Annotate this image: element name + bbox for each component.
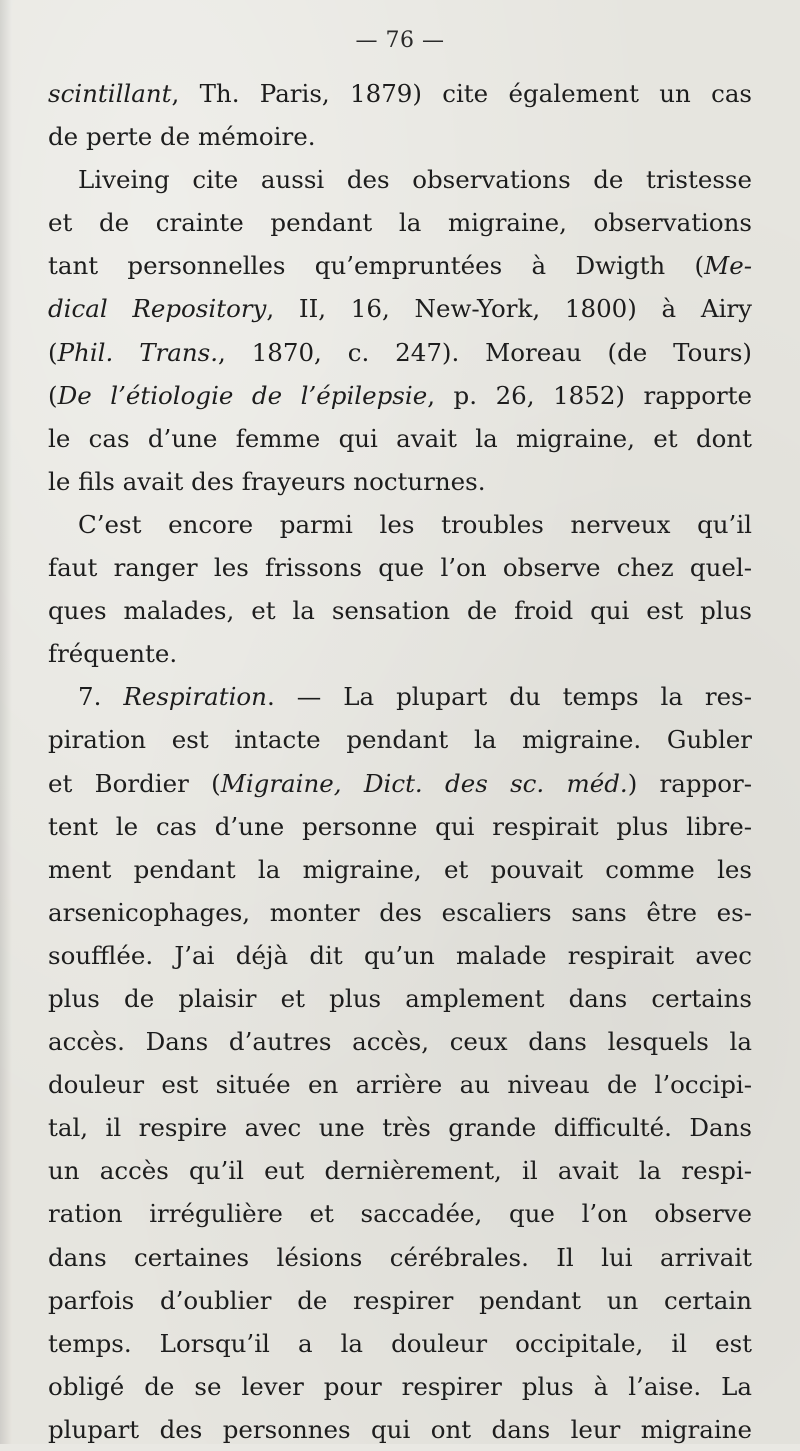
text-line <box>48 546 752 589</box>
text-line <box>48 848 752 891</box>
text-segment: , Th. Paris, 1879) cite également un cas <box>171 79 752 108</box>
text-segment: piration est intacte pendant la migraine. Gubler <box>48 725 752 755</box>
text-line <box>48 762 752 805</box>
text-segment: , 1870, c. 247). Moreau (de Tours) <box>218 337 752 367</box>
text-line <box>48 1192 752 1235</box>
text-segment: ( <box>48 380 58 410</box>
text-line <box>48 115 752 158</box>
text-segment: soufflée. J’ai déjà dit qu’un malade respirait avec <box>48 940 752 970</box>
text-segment: tent le cas d’une personne qui respirait plus libre- <box>48 811 752 841</box>
text-line <box>48 287 752 330</box>
text-segment: ration irrégulière et saccadée, que l’on observe <box>48 1199 752 1229</box>
text-line <box>48 1322 752 1365</box>
text-segment: et de crainte pendant la migraine, observations <box>48 208 752 238</box>
text-line <box>48 1365 752 1408</box>
text-line <box>48 675 752 718</box>
italic-text: Migraine, Dict. des sc. méd. <box>220 768 628 798</box>
text-line <box>48 1149 752 1192</box>
text-line <box>48 891 752 934</box>
text-line <box>48 244 752 287</box>
text-segment: un accès qu’il eut dernièrement, il avait la respi- <box>48 1156 752 1186</box>
text-line <box>48 632 752 675</box>
text-segment: ment pendant la migraine, et pouvait comme les <box>48 854 752 884</box>
text-segment: . — La plupart du temps la res- <box>266 682 752 712</box>
italic-text: scintillant <box>48 79 172 108</box>
text-line <box>48 718 752 761</box>
text-line <box>48 1063 752 1106</box>
text-line <box>48 805 752 848</box>
text-segment: accès. Dans d’autres accès, ceux dans lesquels la <box>48 1027 752 1057</box>
text-segment: tant personnelles qu’empruntées à Dwigth ( <box>48 251 705 281</box>
text-line <box>48 977 752 1020</box>
page-number: — 76 — <box>355 28 445 53</box>
text-segment: tal, il respire avec une très grande difficulté. Dans <box>48 1113 752 1143</box>
text-segment: plus de plaisir et plus amplement dans certains <box>48 983 752 1013</box>
text-segment: C’est encore parmi les troubles nerveux qu’il <box>78 509 752 539</box>
text-segment: temps. Lorsqu’il a la douleur occipitale, il est <box>48 1328 752 1358</box>
text-segment: fréquente. <box>48 639 178 669</box>
text-segment: le cas d’une femme qui avait la migraine, et dont <box>48 423 752 453</box>
text-line <box>48 1020 752 1063</box>
italic-text: Phil. Trans. <box>57 337 218 367</box>
body-text <box>48 72 752 1451</box>
text-line <box>48 374 752 417</box>
text-line <box>48 934 752 977</box>
text-segment: dans certaines lésions cérébrales. Il lui arrivait <box>48 1242 752 1272</box>
text-segment: ( <box>48 337 58 367</box>
text-line <box>48 72 752 115</box>
italic-text: dical Repository <box>48 294 267 324</box>
text-segment: 7. <box>78 682 124 712</box>
text-line <box>48 1279 752 1322</box>
text-line <box>48 331 752 374</box>
text-segment: et Bordier ( <box>48 768 221 798</box>
text-segment: obligé de se lever pour respirer plus à l’aise. La <box>48 1371 752 1401</box>
text-segment: Liveing cite aussi des observations de tristesse <box>78 165 752 195</box>
text-segment: plupart des personnes qui ont dans leur migraine <box>48 1414 752 1444</box>
text-segment: , p. 26, 1852) rapporte <box>427 380 752 410</box>
text-line <box>48 1106 752 1149</box>
text-segment: parfois d’oublier de respirer pendant un certain <box>48 1285 752 1315</box>
text-segment: arsenicophages, monter des escaliers sans être es- <box>48 897 752 927</box>
italic-text: Respiration <box>123 682 267 712</box>
text-line <box>48 158 752 201</box>
text-segment: ques malades, et la sensation de froid qui est plus <box>48 596 752 626</box>
text-line <box>48 1236 752 1279</box>
text-line <box>48 460 752 503</box>
text-segment: faut ranger les frissons que l’on observe chez quel- <box>48 553 752 583</box>
text-segment: le fils avait des frayeurs nocturnes. <box>48 466 486 496</box>
text-line <box>48 417 752 460</box>
text-segment: , II, 16, New-York, 1800) à Airy <box>266 294 752 324</box>
text-line <box>48 589 752 632</box>
text-segment: douleur est située en arrière au niveau de l’occipi- <box>48 1070 752 1100</box>
text-segment: de perte de mémoire. <box>48 122 316 152</box>
text-line <box>48 201 752 244</box>
text-line <box>48 1408 752 1451</box>
italic-text: Me- <box>704 251 752 281</box>
italic-text: De l’étiologie de l’épilepsie <box>57 380 428 410</box>
text-segment: ) rappor- <box>627 768 752 798</box>
text-line <box>48 503 752 546</box>
